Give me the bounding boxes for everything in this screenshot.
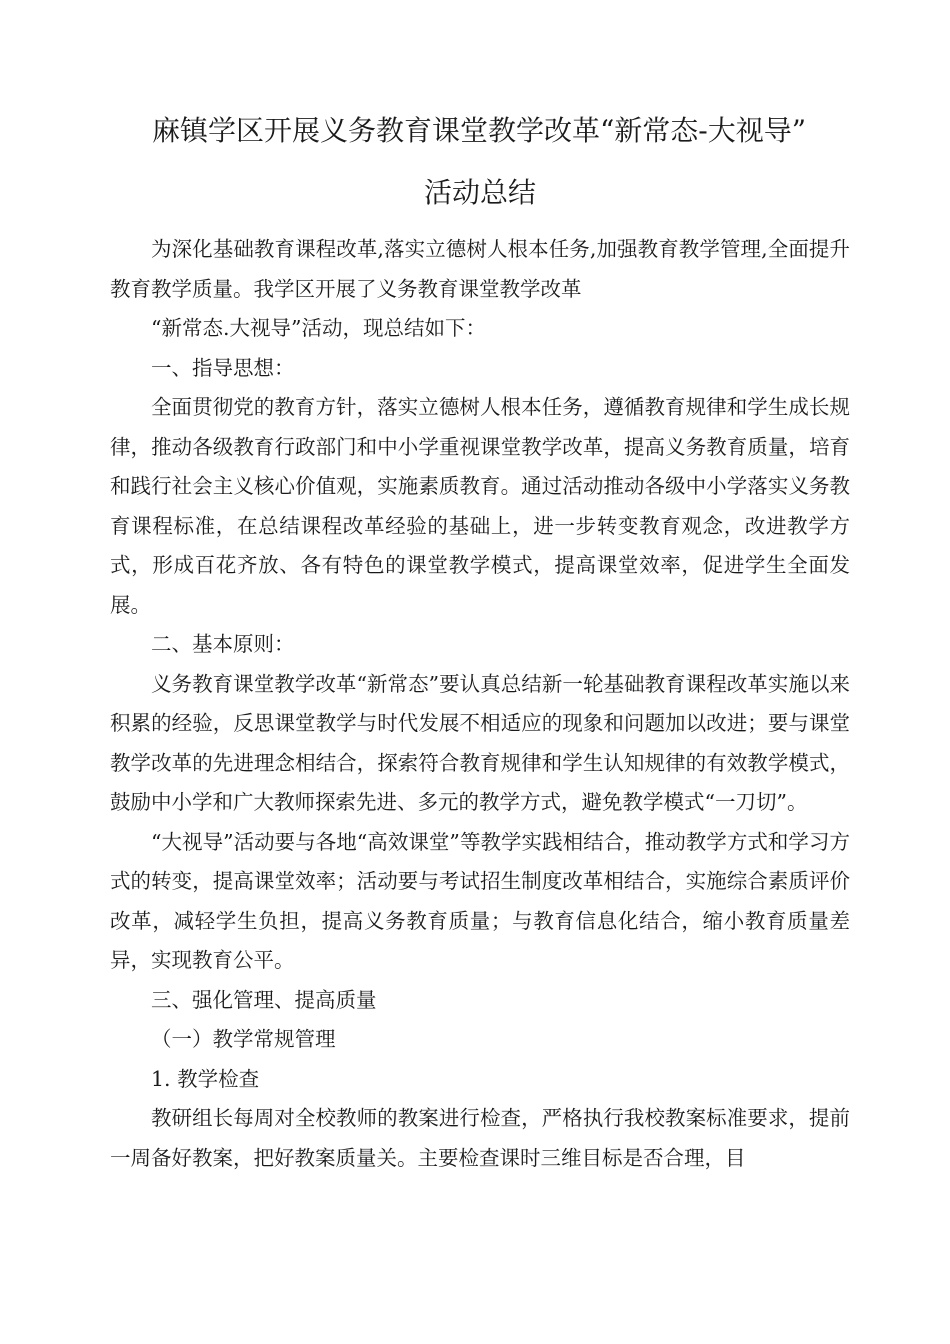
body-paragraph: “大视导”活动要与各地“高效课堂”等教学实践相结合，推动教学方式和学习方式的转变，提高课堂效率；活动要与考试招生制度改革相结合，实施综合素质评价改革，减轻学生负担，提高义务教育质量；与教育信息化结合，缩小教育质量差异，实现教育公平。	[110, 829, 850, 972]
body-paragraph: 义务教育课堂教学改革“新常态”要认真总结新一轮基础教育课程改革实施以来积累的经验，反思课堂教学与时代发展不相适应的现象和问题加以改进；要与课堂教学改革的先进理念相结合，探索符合教育规律和学生认知规律的有效教学模式，鼓励中小学和广大教师探索先进、多元的教学方式，避免教学模式“一刀切”。	[110, 671, 850, 814]
section-heading-management: 三、强化管理、提高质量	[151, 987, 377, 1012]
title-line-2: 活动总结	[423, 176, 536, 209]
title-line-1: 麻镇学区开展义务教育课堂教学改革“新常态-大视导”	[151, 114, 807, 147]
body-paragraph: 全面贯彻党的教育方针，落实立德树人根本任务，遵循教育规律和学生成长规律，推动各级教育行政部门和中小学重视课堂教学改革，提高义务教育质量，培育和践行社会主义核心价值观，实施素质教育。通过活动推动各级中小学落实义务教育课程标准，在总结课程改革经验的基础上，进一步转变教育观念，改进教学方式，形成百花齐放、各有特色的课堂教学模式，提高课堂效率，促进学生全面发展。	[110, 395, 850, 617]
subsection-heading-routine-management: （一）教学常规管理	[151, 1027, 336, 1051]
intro-paragraph-continued: “新常态.大视导”活动，现总结如下：	[151, 316, 486, 340]
section-heading-guiding-thought: 一、指导思想：	[151, 355, 295, 380]
document-page	[110, 100, 850, 1178]
document-title	[110, 100, 850, 224]
body-paragraph: 教研组长每周对全校教师的教案进行检查，严格执行我校教案标准要求，提前一周备好教案，把好教案质量关。主要检查课时三维目标是否合理，目	[110, 1106, 850, 1170]
intro-paragraph: 为深化基础教育课程改革,落实立德树人根本任务,加强教育教学管理,全面提升教育教学质量。我学区开展了义务教育课堂教学改革	[110, 237, 850, 301]
section-heading-basic-principles: 二、基本原则：	[151, 632, 295, 656]
document-body	[110, 230, 850, 1178]
item-heading-teaching-inspection: 1. 教学检查	[151, 1066, 260, 1091]
